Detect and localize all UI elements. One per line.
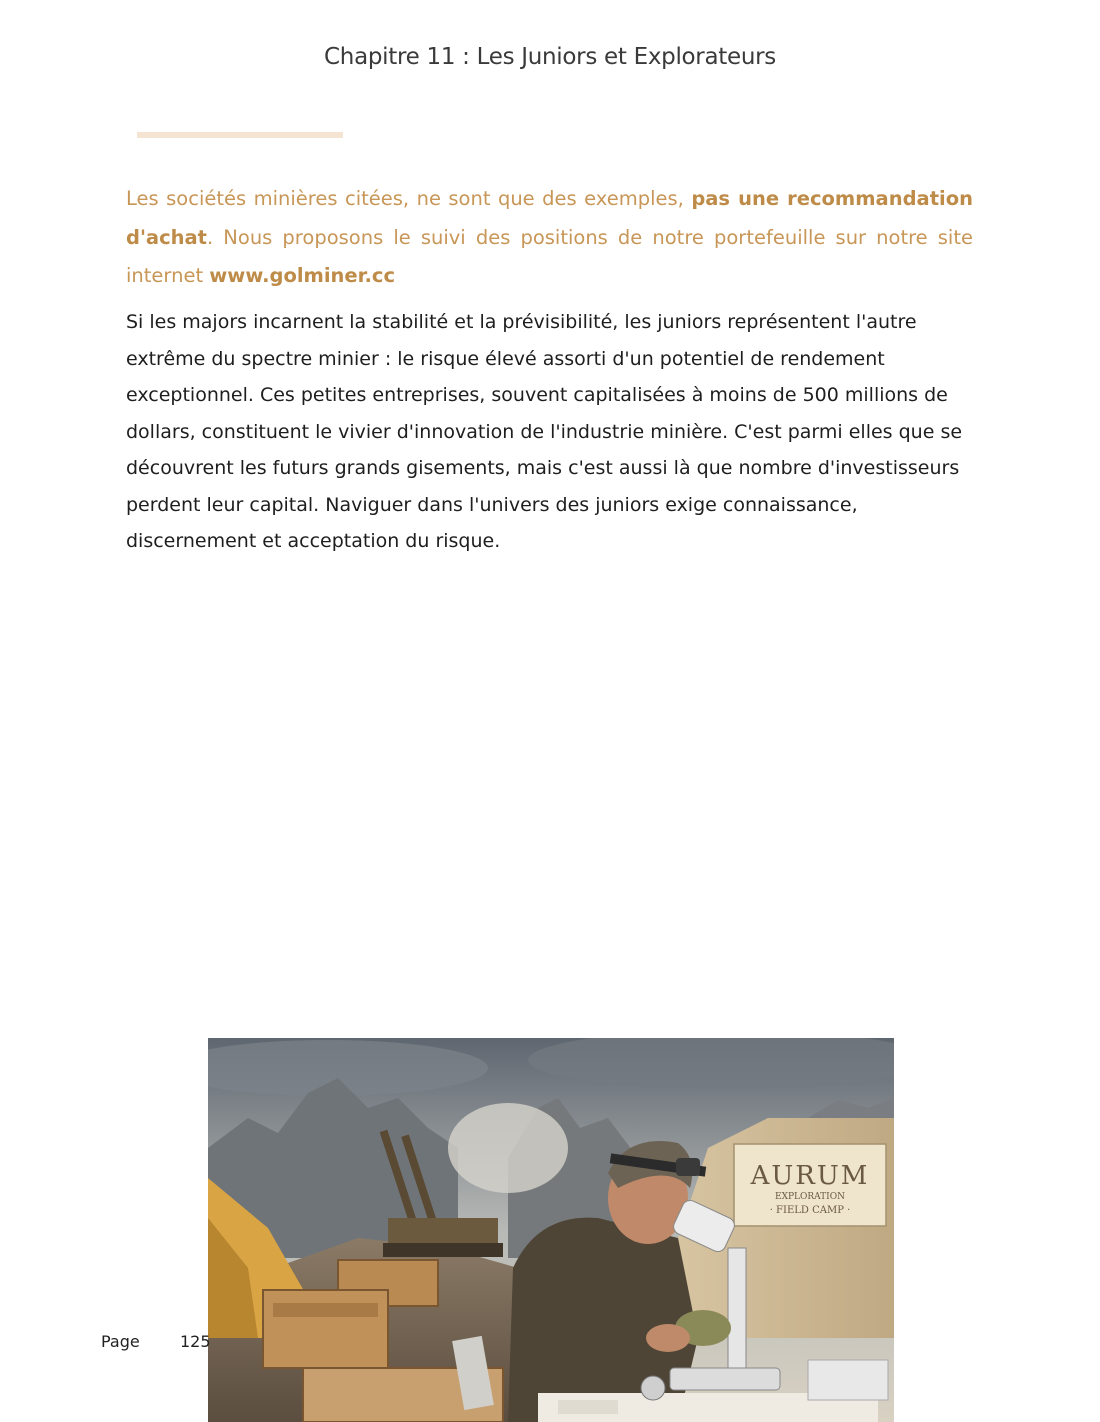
footer-page-label: Page bbox=[101, 1332, 140, 1351]
camp-sign-title: AURUM bbox=[750, 1161, 870, 1191]
accent-divider bbox=[137, 132, 343, 138]
body-paragraph: Si les majors incarnent la stabilité et la prévisibilité, les juniors représentent l'autre extrême du spectre minier : le risque élevé assorti d'un potentiel de rendement exceptionnel. Ces petites entreprises, souvent capitalisées à moins de 500 millions de dollars, constituent le vivier d'innovation de l'industrie minière. C'est parmi elles que se découvrent les futurs grands gisements, mais c'est aussi là que nombre d'investisseurs perdent leur capital. Naviguer dans l'univers des juniors exige connaissance, discernement et acceptation du risque. bbox=[126, 311, 963, 552]
chapter-title: Chapitre 11 : Les Juniors et Explorateurs bbox=[324, 44, 776, 70]
disclaimer-emphasis: pas une recommandation d'achat bbox=[126, 187, 973, 249]
footer-page-number: 125 bbox=[180, 1332, 211, 1351]
website-link[interactable]: www.golminer.cc bbox=[209, 264, 396, 287]
disclaimer-text-start: Les sociétés minières citées, ne sont que des exemples, bbox=[126, 187, 692, 210]
camp-sign-line-2: · FIELD CAMP · bbox=[769, 1205, 851, 1216]
field-camp-photo bbox=[208, 1038, 894, 1422]
camp-sign-line-1: EXPLORATION bbox=[775, 1192, 845, 1202]
disclaimer-text-end: . Nous proposons le suivi des positions de notre portefeuille sur notre site internet bbox=[126, 225, 973, 287]
disclaimer-paragraph bbox=[126, 180, 973, 296]
